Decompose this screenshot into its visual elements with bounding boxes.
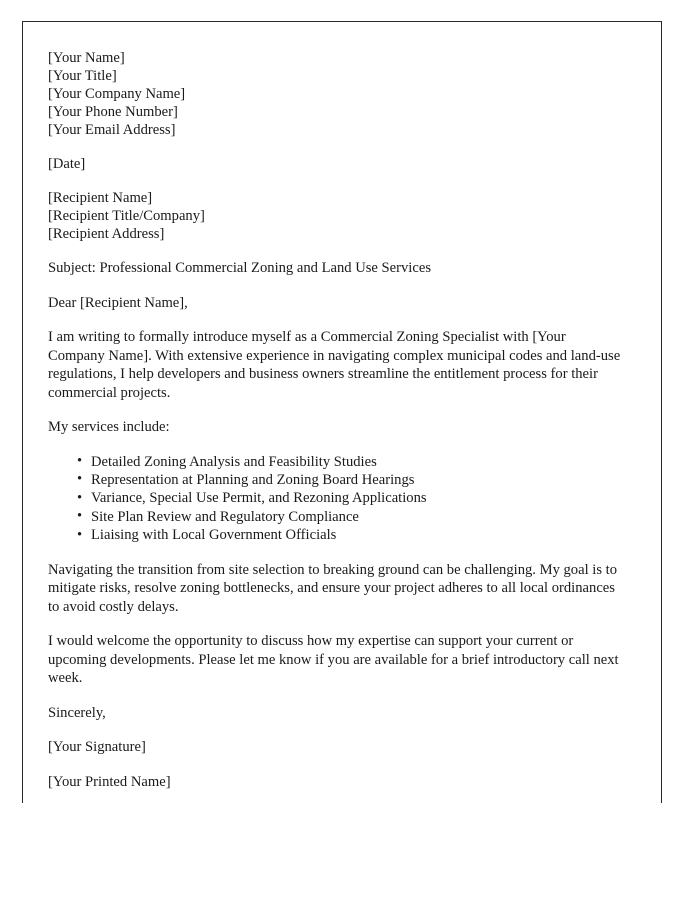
recipient-block xyxy=(48,189,623,243)
list-item: • Variance, Special Use Permit, and Rezoning Applications xyxy=(91,489,623,507)
spacer-before-closing xyxy=(48,688,623,704)
sign-off: Sincerely, xyxy=(48,704,106,721)
services-list xyxy=(48,453,623,545)
recipient-name: [Recipient Name] xyxy=(48,190,153,206)
list-item: • Site Plan Review and Regulatory Compliance xyxy=(91,508,623,526)
spacer-after-signature xyxy=(48,757,623,773)
letter-date: [Date] xyxy=(48,156,86,172)
sender-name: [Your Name] xyxy=(48,50,125,66)
recipient-title-company: [Recipient Title/Company] xyxy=(48,208,205,224)
spacer-after-sender xyxy=(48,139,623,155)
sender-company: [Your Company Name] xyxy=(48,86,186,102)
salutation: Dear [Recipient Name], xyxy=(48,294,188,311)
sender-email: [Your Email Address] xyxy=(48,122,176,138)
body-paragraph-3: I would welcome the opportunity to discuss how my expertise can support your current or upcoming developments. Please let me know if you are available for a brief introductory call next week. xyxy=(48,633,619,687)
signature-placeholder: [Your Signature] xyxy=(48,739,146,756)
sender-title: [Your Title] xyxy=(48,68,117,84)
printed-name: [Your Printed Name] xyxy=(48,773,171,790)
services-intro: My services include: xyxy=(48,419,170,435)
spacer-before-services xyxy=(48,402,623,418)
list-item: • Liaising with Local Government Officials xyxy=(91,526,623,544)
spacer-after-date xyxy=(48,173,623,189)
sender-phone: [Your Phone Number] xyxy=(48,104,178,120)
spacer-after-signoff xyxy=(48,722,623,738)
spacer-before-list xyxy=(48,437,623,453)
spacer-between-paragraphs xyxy=(48,616,623,632)
date-block xyxy=(48,155,623,173)
body-paragraph-2: Navigating the transition from site selection to breaking ground can be challenging. My goal is to mitigate risks, resolve zoning bottlenecks, and ensure your project adheres to all local ordinances to avoid costly delays. xyxy=(48,561,618,615)
list-item: • Detailed Zoning Analysis and Feasibility Studies xyxy=(91,453,623,471)
subject-line: Subject: Professional Commercial Zoning and Land Use Services xyxy=(48,260,432,276)
spacer-after-subject xyxy=(48,278,623,294)
list-item: • Representation at Planning and Zoning Board Hearings xyxy=(91,471,623,489)
letter-page xyxy=(22,21,662,803)
spacer-after-recipient xyxy=(48,243,623,259)
body-paragraph-1: I am writing to formally introduce myself as a Commercial Zoning Specialist with [Your Company Name]. With extensive experience in navigating complex municipal codes and land-use regulations, I help developers and business owners streamline the entitlement process for their commercial projects. xyxy=(48,329,621,401)
spacer-after-list xyxy=(48,545,623,561)
recipient-address: [Recipient Address] xyxy=(48,226,165,242)
spacer-after-salutation xyxy=(48,312,623,328)
sender-block xyxy=(48,49,623,139)
letter-content xyxy=(48,49,623,791)
